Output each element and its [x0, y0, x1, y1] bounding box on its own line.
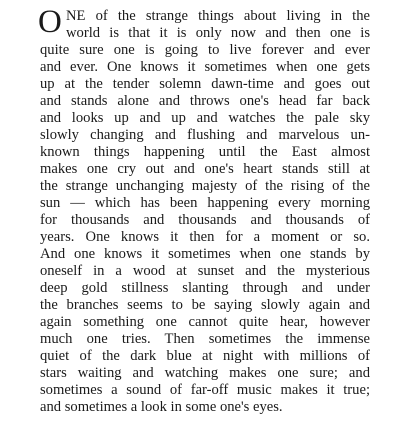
- text-line: stars waiting and watching makes one sure; and: [40, 365, 370, 381]
- text-line: world is that it is only now and then one is: [66, 25, 370, 41]
- drop-cap: O: [38, 4, 62, 40]
- text-line: quiet of the dark blue at night with millions of: [40, 348, 370, 364]
- text-line: years. One knows it then for a moment or so.: [40, 229, 370, 245]
- text-line: known things happening until the East almost: [40, 144, 370, 160]
- text-line: NE of the strange things about living in the: [66, 8, 370, 24]
- text-line: oneself in a wood at sunset and the mysterious: [40, 263, 370, 279]
- text-line: makes one cry out and one's heart stands still at: [40, 161, 370, 177]
- text-line: for thousands and thousands and thousands of: [40, 212, 370, 228]
- text-line: up at the tender solemn dawn-time and goes out: [40, 76, 370, 92]
- text-line: and looks up and up and watches the pale sky: [40, 110, 370, 126]
- text-line: sun — which has been happening every morning: [40, 195, 370, 211]
- text-line: the strange unchanging majesty of the rising of the: [40, 178, 370, 194]
- text-line: quite sure one is going to live forever and ever: [40, 42, 370, 58]
- text-line: much one tries. Then sometimes the immense: [40, 331, 370, 347]
- text-line: and stands alone and throws one's head far back: [40, 93, 370, 109]
- text-line: again something one cannot quite hear, however: [40, 314, 370, 330]
- text-line: the branches seems to be saying slowly again and: [40, 297, 370, 313]
- text-line: And one knows it sometimes when one stands by: [40, 246, 370, 262]
- text-line: slowly changing and flushing and marvelous un-: [40, 127, 370, 143]
- text-line: deep gold stillness slanting through and under: [40, 280, 370, 296]
- text-line: and sometimes a look in some one's eyes.: [40, 399, 283, 415]
- text-line: and ever. One knows it sometimes when one gets: [40, 59, 370, 75]
- text-line: sometimes a sound of far-off music makes it true;: [40, 382, 370, 398]
